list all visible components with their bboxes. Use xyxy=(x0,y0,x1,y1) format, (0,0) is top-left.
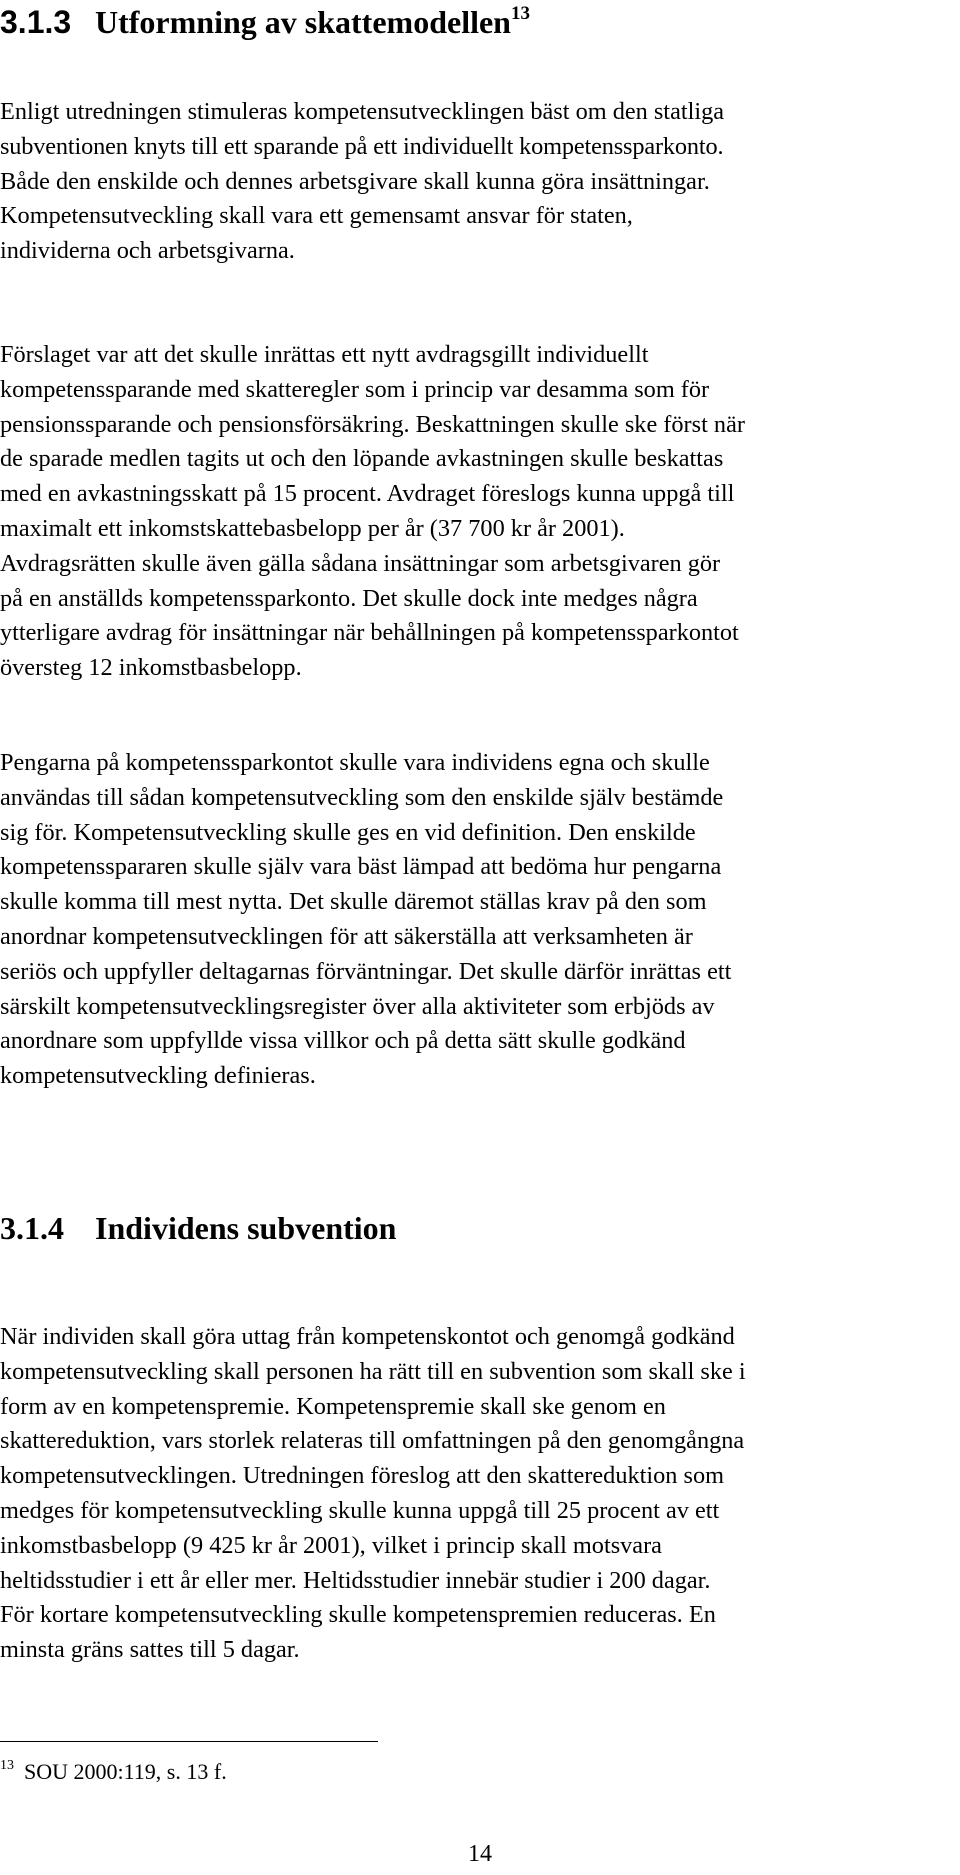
text-line: pensionssparande och pensionsförsäkring. Beskattningen skulle ske först när xyxy=(0,410,745,438)
text-line: sig för. Kompetensutveckling skulle ges en vid definition. Den enskilde xyxy=(0,818,696,846)
paragraph-2 xyxy=(0,338,955,686)
text-line: kompetensutvecklingen. Utredningen föreslog att den skattereduktion som xyxy=(0,1462,725,1490)
text-line: seriös och uppfyller deltagarnas förväntningar. Det skulle därför inrättas ett xyxy=(0,957,732,985)
paragraph-4 xyxy=(0,1320,955,1668)
footnote-text: SOU 2000:119, s. 13 f. xyxy=(24,1759,227,1784)
text-line: form av en kompetenspremie. Kompetenspremie skall ske genom en xyxy=(0,1392,666,1420)
text-line: För kortare kompetensutveckling skulle kompetenspremien reduceras. En xyxy=(0,1601,716,1629)
section-heading-3-1-4 xyxy=(0,1208,396,1248)
text-line: de sparade medlen tagits ut och den löpande avkastningen skulle beskattas xyxy=(0,445,724,473)
text-line: Avdragsrätten skulle även gälla sådana insättningar som arbetsgivaren gör xyxy=(0,549,721,577)
text-line: När individen skall göra uttag från kompetenskontot och genomgå godkänd xyxy=(0,1323,735,1350)
text-line: kompetensutveckling skall personen ha rätt till en subvention som skall ske i xyxy=(0,1357,746,1385)
text-line: minsta gräns sattes till 5 dagar. xyxy=(0,1636,300,1664)
text-line: Både den enskilde och dennes arbetsgivare skall kunna göra insättningar. xyxy=(0,167,710,195)
footnote xyxy=(0,1758,227,1786)
section-heading-3-1-3 xyxy=(0,2,530,42)
text-line: ytterligare avdrag för insättningar när behållningen på kompetenssparkontot xyxy=(0,619,739,647)
text-line: kompetensspararen skulle själv vara bäst lämpad att bedöma hur pengarna xyxy=(0,853,722,881)
text-line: Kompetensutveckling skall vara ett gemensamt ansvar för staten, xyxy=(0,202,633,230)
text-line: maximalt ett inkomstskattebasbelopp per år (37 700 kr år 2001). xyxy=(0,514,625,542)
text-line: anordnar kompetensutvecklingen för att säkerställa att verksamheten är xyxy=(0,922,693,950)
footnote-reference[interactable]: 13 xyxy=(510,3,530,24)
footnote-separator xyxy=(0,1741,378,1742)
section-title: Individens subvention xyxy=(95,1210,397,1246)
text-line: användas till sådan kompetensutveckling som den enskilde själv bestämde xyxy=(0,783,724,811)
text-line: särskilt kompetensutvecklingsregister över alla aktiviteter som erbjöds av xyxy=(0,992,715,1020)
text-line: Enligt utredningen stimuleras kompetensutvecklingen bäst om den statliga xyxy=(0,98,725,125)
section-title: Utformning av skattemodellen xyxy=(95,4,511,40)
text-line: med en avkastningsskatt på 15 procent. Avdraget föreslogs kunna uppgå till xyxy=(0,480,735,508)
paragraph-1 xyxy=(0,95,955,269)
text-line: anordnare som uppfyllde vissa villkor och på detta sätt skulle godkänd xyxy=(0,1027,686,1055)
text-line: kompetensutveckling definieras. xyxy=(0,1062,316,1090)
text-line: heltidsstudier i ett år eller mer. Heltidsstudier innebär studier i 200 dagar. xyxy=(0,1566,711,1594)
page-number: 14 xyxy=(468,1841,492,1867)
text-line: skulle komma till mest nytta. Det skulle däremot ställas krav på den som xyxy=(0,888,707,916)
text-line: medges för kompetensutveckling skulle kunna uppgå till 25 procent av ett xyxy=(0,1496,720,1524)
text-line: på en anställds kompetenssparkonto. Det skulle dock inte medges några xyxy=(0,584,698,612)
text-line: skattereduktion, vars storlek relateras till omfattningen på den genomgångna xyxy=(0,1427,745,1455)
section-number: 3.1.4 xyxy=(0,1210,64,1246)
section-number: 3.1.3 xyxy=(0,4,72,40)
text-line: individerna och arbetsgivarna. xyxy=(0,237,295,265)
footnote-marker: 13 xyxy=(0,1758,14,1773)
text-line: Förslaget var att det skulle inrättas ett nytt avdragsgillt individuellt xyxy=(0,341,649,368)
text-line: Pengarna på kompetenssparkontot skulle vara individens egna och skulle xyxy=(0,749,710,776)
text-line: översteg 12 inkomstbasbelopp. xyxy=(0,654,302,682)
text-line: kompetenssparande med skatteregler som i princip var desamma som för xyxy=(0,375,710,403)
text-line: inkomstbasbelopp (9 425 kr år 2001), vilket i princip skall motsvara xyxy=(0,1531,662,1559)
paragraph-3 xyxy=(0,746,955,1094)
text-line: subventionen knyts till ett sparande på ett individuellt kompetenssparkonto. xyxy=(0,132,724,160)
